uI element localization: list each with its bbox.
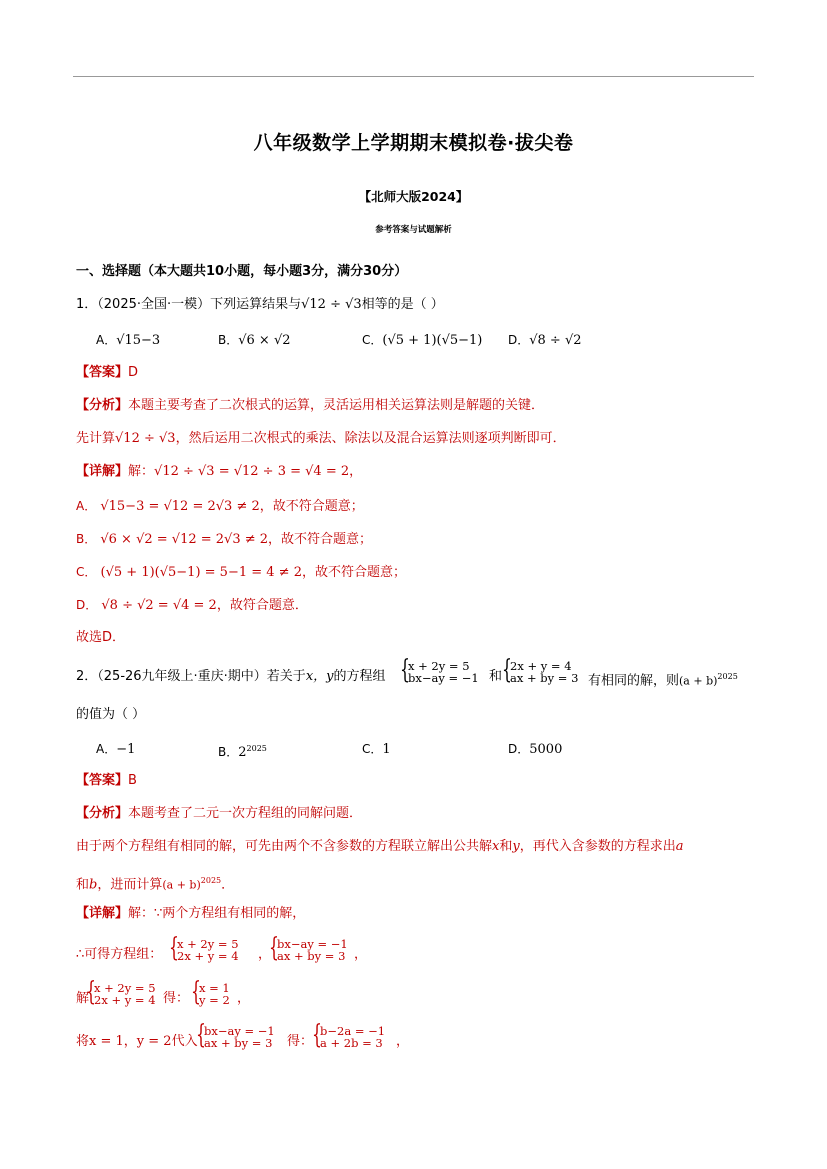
q1-stem-suffix: 相等的是（ ） — [361, 297, 444, 312]
equation: y = 2 — [199, 993, 230, 1007]
q1-analysis — [76, 397, 544, 415]
q2-stem-tail — [588, 668, 738, 690]
q1-answer — [76, 364, 138, 382]
equation: 2x + y = 4 — [94, 993, 156, 1007]
answer-label: 【答案】 — [76, 365, 129, 380]
q1-option-c — [362, 331, 482, 350]
option-letter: B． — [218, 745, 239, 759]
var-x: x — [492, 839, 500, 854]
q2-step1-prefix: ∴可得方程组： — [76, 947, 163, 962]
step-expr: √6 × √2 = √12 = 2√3 ≠ 2 — [100, 532, 269, 547]
detail-text: 解：∵两个方程组有相同的解， — [128, 906, 306, 921]
step-text: ，故符合题意． — [216, 598, 308, 613]
equation: ax + by = 3 — [277, 949, 346, 963]
stem-prefix: 2．（25-26九年级上·重庆·期中）若关于 — [76, 669, 306, 684]
step3-mid: 代入 — [171, 1034, 198, 1049]
answer-value: B — [128, 773, 137, 788]
and-text: 和 — [76, 877, 90, 893]
q2-step3-get: 得： — [287, 1034, 314, 1049]
option-expr: 5000 — [529, 742, 563, 757]
detail-label: 【详解】 — [76, 906, 129, 921]
q2-option-c — [362, 740, 391, 759]
analysis3-expr: (a + b) — [162, 878, 201, 892]
analysis-label: 【分析】 — [76, 398, 129, 413]
answer-value: D — [128, 365, 139, 380]
equation: { x + 2y = 5 — [94, 981, 156, 995]
q2-system-1 — [401, 660, 479, 684]
q2-analysis — [76, 805, 362, 823]
detail-label: 【详解】 — [76, 464, 129, 479]
equation: { x + 2y = 5 — [408, 659, 470, 673]
q2-step1-system-b — [270, 938, 348, 962]
q2-step3-result — [313, 1025, 385, 1049]
q1-option-d — [508, 331, 582, 350]
q1-step-d — [76, 596, 308, 615]
q2-step3-prefix — [76, 1033, 198, 1051]
option-letter: C． — [362, 333, 383, 347]
analysis-text: 本题考查了二元一次方程组的同解问题． — [128, 806, 363, 821]
option-letter: A． — [96, 742, 117, 756]
q1-step-a — [76, 497, 364, 516]
q2-step2-result — [192, 982, 230, 1006]
q2-step1-comma: ， — [258, 947, 272, 962]
var-a: a — [675, 839, 684, 854]
equation: bx−ay = −1 — [408, 671, 479, 685]
q2-analysis-3 — [76, 872, 234, 894]
q1-step-c — [76, 563, 406, 582]
option-letter: A． — [96, 333, 117, 347]
step-letter: D． — [76, 598, 98, 612]
step3-expr: x = 1，y = 2 — [89, 1034, 172, 1049]
step-expr: √15−3 = √12 = 2√3 ≠ 2 — [100, 499, 260, 514]
stem-tail: 有相同的解，则 — [588, 673, 680, 689]
section-heading: 一、选择题（本大题共10小题，每小题3分，满分30分） — [76, 264, 408, 279]
q1-stem — [76, 296, 444, 314]
q2-step3-system — [197, 1025, 275, 1049]
detail-prefix: 解： — [128, 464, 155, 479]
q2-step1-system-a — [170, 938, 239, 962]
header-rule — [73, 76, 754, 77]
step-expr: (√5 + 1)(√5−1) = 5−1 = 4 ≠ 2 — [100, 565, 302, 580]
q2-step2-end: ， — [237, 991, 251, 1006]
q2-stem-and: 和 — [489, 669, 503, 684]
q2-step3-end: ， — [396, 1034, 410, 1049]
equation: a + 2b = 3 — [320, 1036, 383, 1050]
step-letter: B． — [76, 532, 97, 546]
q2-detail — [76, 905, 305, 923]
edition-label: 【北师大版2024】 — [358, 189, 469, 204]
page-subtitle: 参考答案与试题解析 — [375, 225, 452, 235]
analysis2-prefix: 先计算 — [76, 431, 116, 446]
var-y: y — [512, 839, 520, 854]
q1-step-b — [76, 530, 372, 549]
analysis3-end: ． — [221, 877, 235, 893]
equation: { bx−ay = −1 — [277, 937, 348, 951]
analysis2-text: 由于两个方程组有相同的解，可先由两个不含参数的方程联立解出公共解 — [76, 839, 493, 854]
equation: { x = 1 — [199, 981, 230, 995]
detail-expr: √12 ÷ √3 = √12 ÷ 3 = √4 = 2 — [154, 464, 350, 479]
analysis2-suffix: ，然后运用二次根式的乘法、除法以及混合运算法则逐项判断即可． — [175, 431, 566, 446]
stem-vars: x，y — [305, 669, 334, 684]
var-b: b — [89, 877, 98, 893]
q2-stem-line2: 的值为（ ） — [76, 707, 146, 722]
q2-analysis-2 — [76, 838, 684, 856]
option-letter: D． — [508, 742, 530, 756]
page-title: 八年级数学上学期期末模拟卷·拔尖卷 — [253, 132, 574, 154]
step-text: ，故不符合题意； — [301, 565, 406, 580]
option-expr: √15−3 — [116, 333, 161, 348]
analysis2-expr: √12 ÷ √3 — [115, 431, 176, 446]
q2-step2-system — [87, 982, 156, 1006]
stem-exponent: 2025 — [717, 672, 738, 681]
analysis2-tail: ，再代入含参数的方程求出 — [519, 839, 676, 854]
equation: ax + by = 3 — [510, 671, 579, 685]
equation: { x + 2y = 5 — [177, 937, 239, 951]
q2-answer — [76, 772, 137, 790]
q2-option-a — [96, 740, 135, 759]
q2-option-d — [508, 740, 562, 759]
answer-label: 【答案】 — [76, 773, 129, 788]
option-expr: 1 — [382, 742, 391, 757]
option-expr: √6 × √2 — [238, 333, 291, 348]
equation: { bx−ay = −1 — [204, 1024, 275, 1038]
analysis3-exponent: 2025 — [200, 876, 222, 885]
q1-detail — [76, 463, 362, 481]
q2-option-b — [218, 740, 267, 762]
q1-stem-expr: √12 ÷ √3 — [301, 297, 362, 312]
analysis-label: 【分析】 — [76, 806, 129, 821]
step3-prefix: 将 — [76, 1034, 90, 1049]
q2-step2-prefix: 解 — [76, 991, 90, 1006]
option-letter: C． — [362, 742, 383, 756]
step-letter: C． — [76, 565, 97, 579]
q2-system-2 — [503, 660, 578, 684]
equation: { b−2a = −1 — [320, 1024, 386, 1038]
q1-option-a — [96, 331, 160, 350]
option-expr: −1 — [116, 742, 136, 757]
option-expr: √8 ÷ √2 — [529, 333, 582, 348]
step-letter: A． — [76, 499, 97, 513]
step-expr: √8 ÷ √2 = √4 = 2 — [101, 598, 217, 613]
analysis3-mid: ，进而计算 — [97, 877, 163, 893]
step-text: ，故不符合题意； — [259, 499, 364, 514]
equation: { 2x + y = 4 — [510, 659, 572, 673]
option-letter: B． — [218, 333, 239, 347]
step-text: ，故不符合题意； — [268, 532, 373, 547]
stem-expr: (a + b) — [679, 674, 718, 688]
option-exponent: 2025 — [246, 744, 267, 753]
stem-mid: 的方程组 — [333, 669, 386, 684]
option-letter: D． — [508, 333, 530, 347]
q2-step1-end: ， — [354, 947, 368, 962]
q2-step2-mid: 得： — [163, 991, 190, 1006]
detail-suffix: ， — [349, 464, 363, 479]
q1-analysis-2 — [76, 430, 566, 448]
analysis-text: 本题主要考查了二次根式的运算，灵活运用相关运算法则是解题的关键． — [128, 398, 545, 413]
q1-stem-prefix: 1．（2025·全国·一模）下列运算结果与 — [76, 297, 302, 312]
and-text: 和 — [499, 839, 513, 854]
option-expr: (√5 + 1)(√5−1) — [382, 333, 483, 348]
q1-option-b — [218, 331, 291, 350]
q1-conclusion: 故选D． — [76, 630, 126, 645]
q2-stem-prefix — [76, 668, 386, 686]
option-expr: 2 — [238, 745, 247, 760]
equation: ax + by = 3 — [204, 1036, 273, 1050]
equation: 2x + y = 4 — [177, 949, 239, 963]
